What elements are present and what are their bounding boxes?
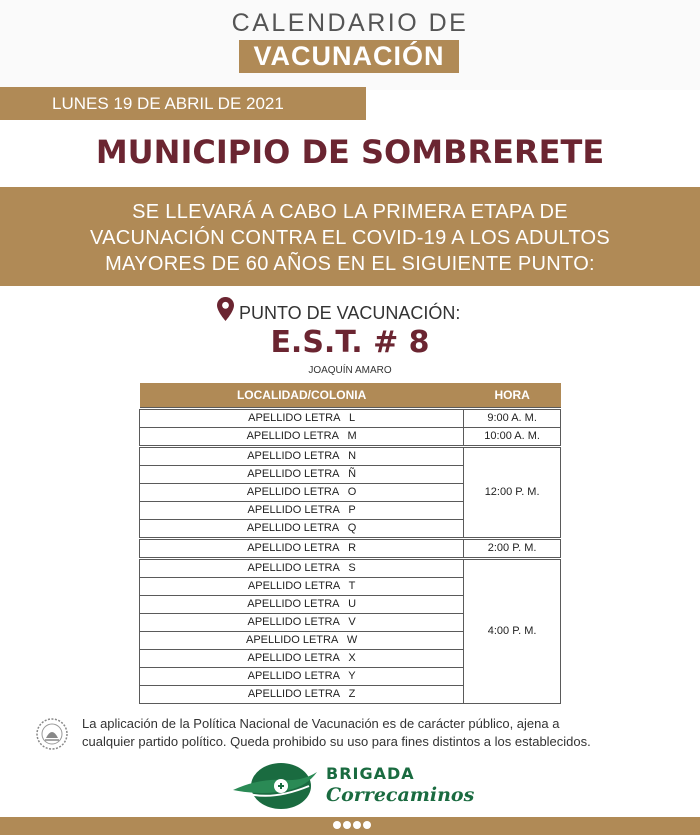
- punto-label: PUNTO DE VACUNACIÓN:: [239, 303, 461, 323]
- row-localidad: APELLIDO LETRA X: [140, 649, 464, 667]
- row-localidad: APELLIDO LETRA L: [140, 409, 464, 427]
- row-localidad: APELLIDO LETRA N: [140, 447, 464, 465]
- header-hora: HORA: [464, 383, 561, 407]
- date-text: LUNES 19 DE ABRIL DE 2021: [52, 94, 284, 113]
- facebook-icon[interactable]: [333, 821, 341, 829]
- mexico-seal-icon: [36, 718, 68, 750]
- banner-line-3: MAYORES DE 60 AÑOS EN EL SIGUIENTE PUNTO:: [105, 253, 595, 275]
- roadrunner-logo-icon: [229, 760, 321, 812]
- header-localidad: LOCALIDAD/COLONIA: [140, 383, 464, 407]
- row-localidad: APELLIDO LETRA Y: [140, 667, 464, 685]
- twitter-icon[interactable]: [343, 821, 351, 829]
- row-localidad: APELLIDO LETRA P: [140, 501, 464, 519]
- row-localidad: APELLIDO LETRA O: [140, 483, 464, 501]
- calendar-title: CALENDARIO DE: [231, 9, 469, 37]
- youtube-icon[interactable]: [363, 821, 371, 829]
- calendar-subtitle-box: VACUNACIÓN: [239, 40, 459, 73]
- row-hora: 12:00 P. M.: [464, 447, 561, 537]
- info-banner: [0, 187, 700, 286]
- municipio-title: MUNICIPIO DE SOMBRERETE: [95, 133, 605, 171]
- disclaimer-line-2: cualquier partido político. Queda prohibido su uso para fines distintos a los establecidos.: [82, 734, 591, 749]
- brand-line-2: Correcaminos: [326, 784, 475, 806]
- social-icons: [333, 821, 371, 829]
- row-localidad: APELLIDO LETRA R: [140, 539, 464, 557]
- row-hora: 4:00 P. M.: [464, 559, 561, 703]
- row-localidad: APELLIDO LETRA V: [140, 613, 464, 631]
- row-localidad: APELLIDO LETRA Ñ: [140, 465, 464, 483]
- table-row: [140, 409, 561, 427]
- instagram-icon[interactable]: [353, 821, 361, 829]
- banner-line-2: VACUNACIÓN CONTRA EL COVID-19 A LOS ADULTOS: [89, 227, 611, 249]
- table-row: [140, 427, 561, 445]
- row-localidad: APELLIDO LETRA U: [140, 595, 464, 613]
- disclaimer-line-1: La aplicación de la Política Nacional de Vacunación es de carácter público, ajena a: [82, 716, 560, 731]
- row-localidad: APELLIDO LETRA W: [140, 631, 464, 649]
- brand-line-1: BRIGADA: [326, 764, 415, 783]
- row-hora: 9:00 A. M.: [464, 409, 561, 427]
- row-localidad: APELLIDO LETRA Q: [140, 519, 464, 537]
- footer-bar: [0, 817, 700, 835]
- row-localidad: APELLIDO LETRA S: [140, 559, 464, 577]
- table-row: [140, 447, 561, 465]
- table-row: [140, 539, 561, 557]
- schedule-table: [139, 383, 561, 704]
- row-localidad: APELLIDO LETRA M: [140, 427, 464, 445]
- row-localidad: APELLIDO LETRA T: [140, 577, 464, 595]
- location-pin-icon: [217, 297, 234, 321]
- table-row: [140, 559, 561, 577]
- disclaimer-text: [82, 715, 682, 751]
- row-hora: 10:00 A. M.: [464, 427, 561, 445]
- row-localidad: APELLIDO LETRA Z: [140, 685, 464, 703]
- row-hora: 2:00 P. M.: [464, 539, 561, 557]
- date-bar: [0, 87, 366, 120]
- banner-line-1: SE LLEVARÁ A CABO LA PRIMERA ETAPA DE: [132, 201, 568, 223]
- table-header-row: [140, 383, 561, 407]
- punto-name: E.S.T. # 8: [270, 325, 430, 360]
- punto-subname: JOAQUÍN AMARO: [308, 365, 392, 376]
